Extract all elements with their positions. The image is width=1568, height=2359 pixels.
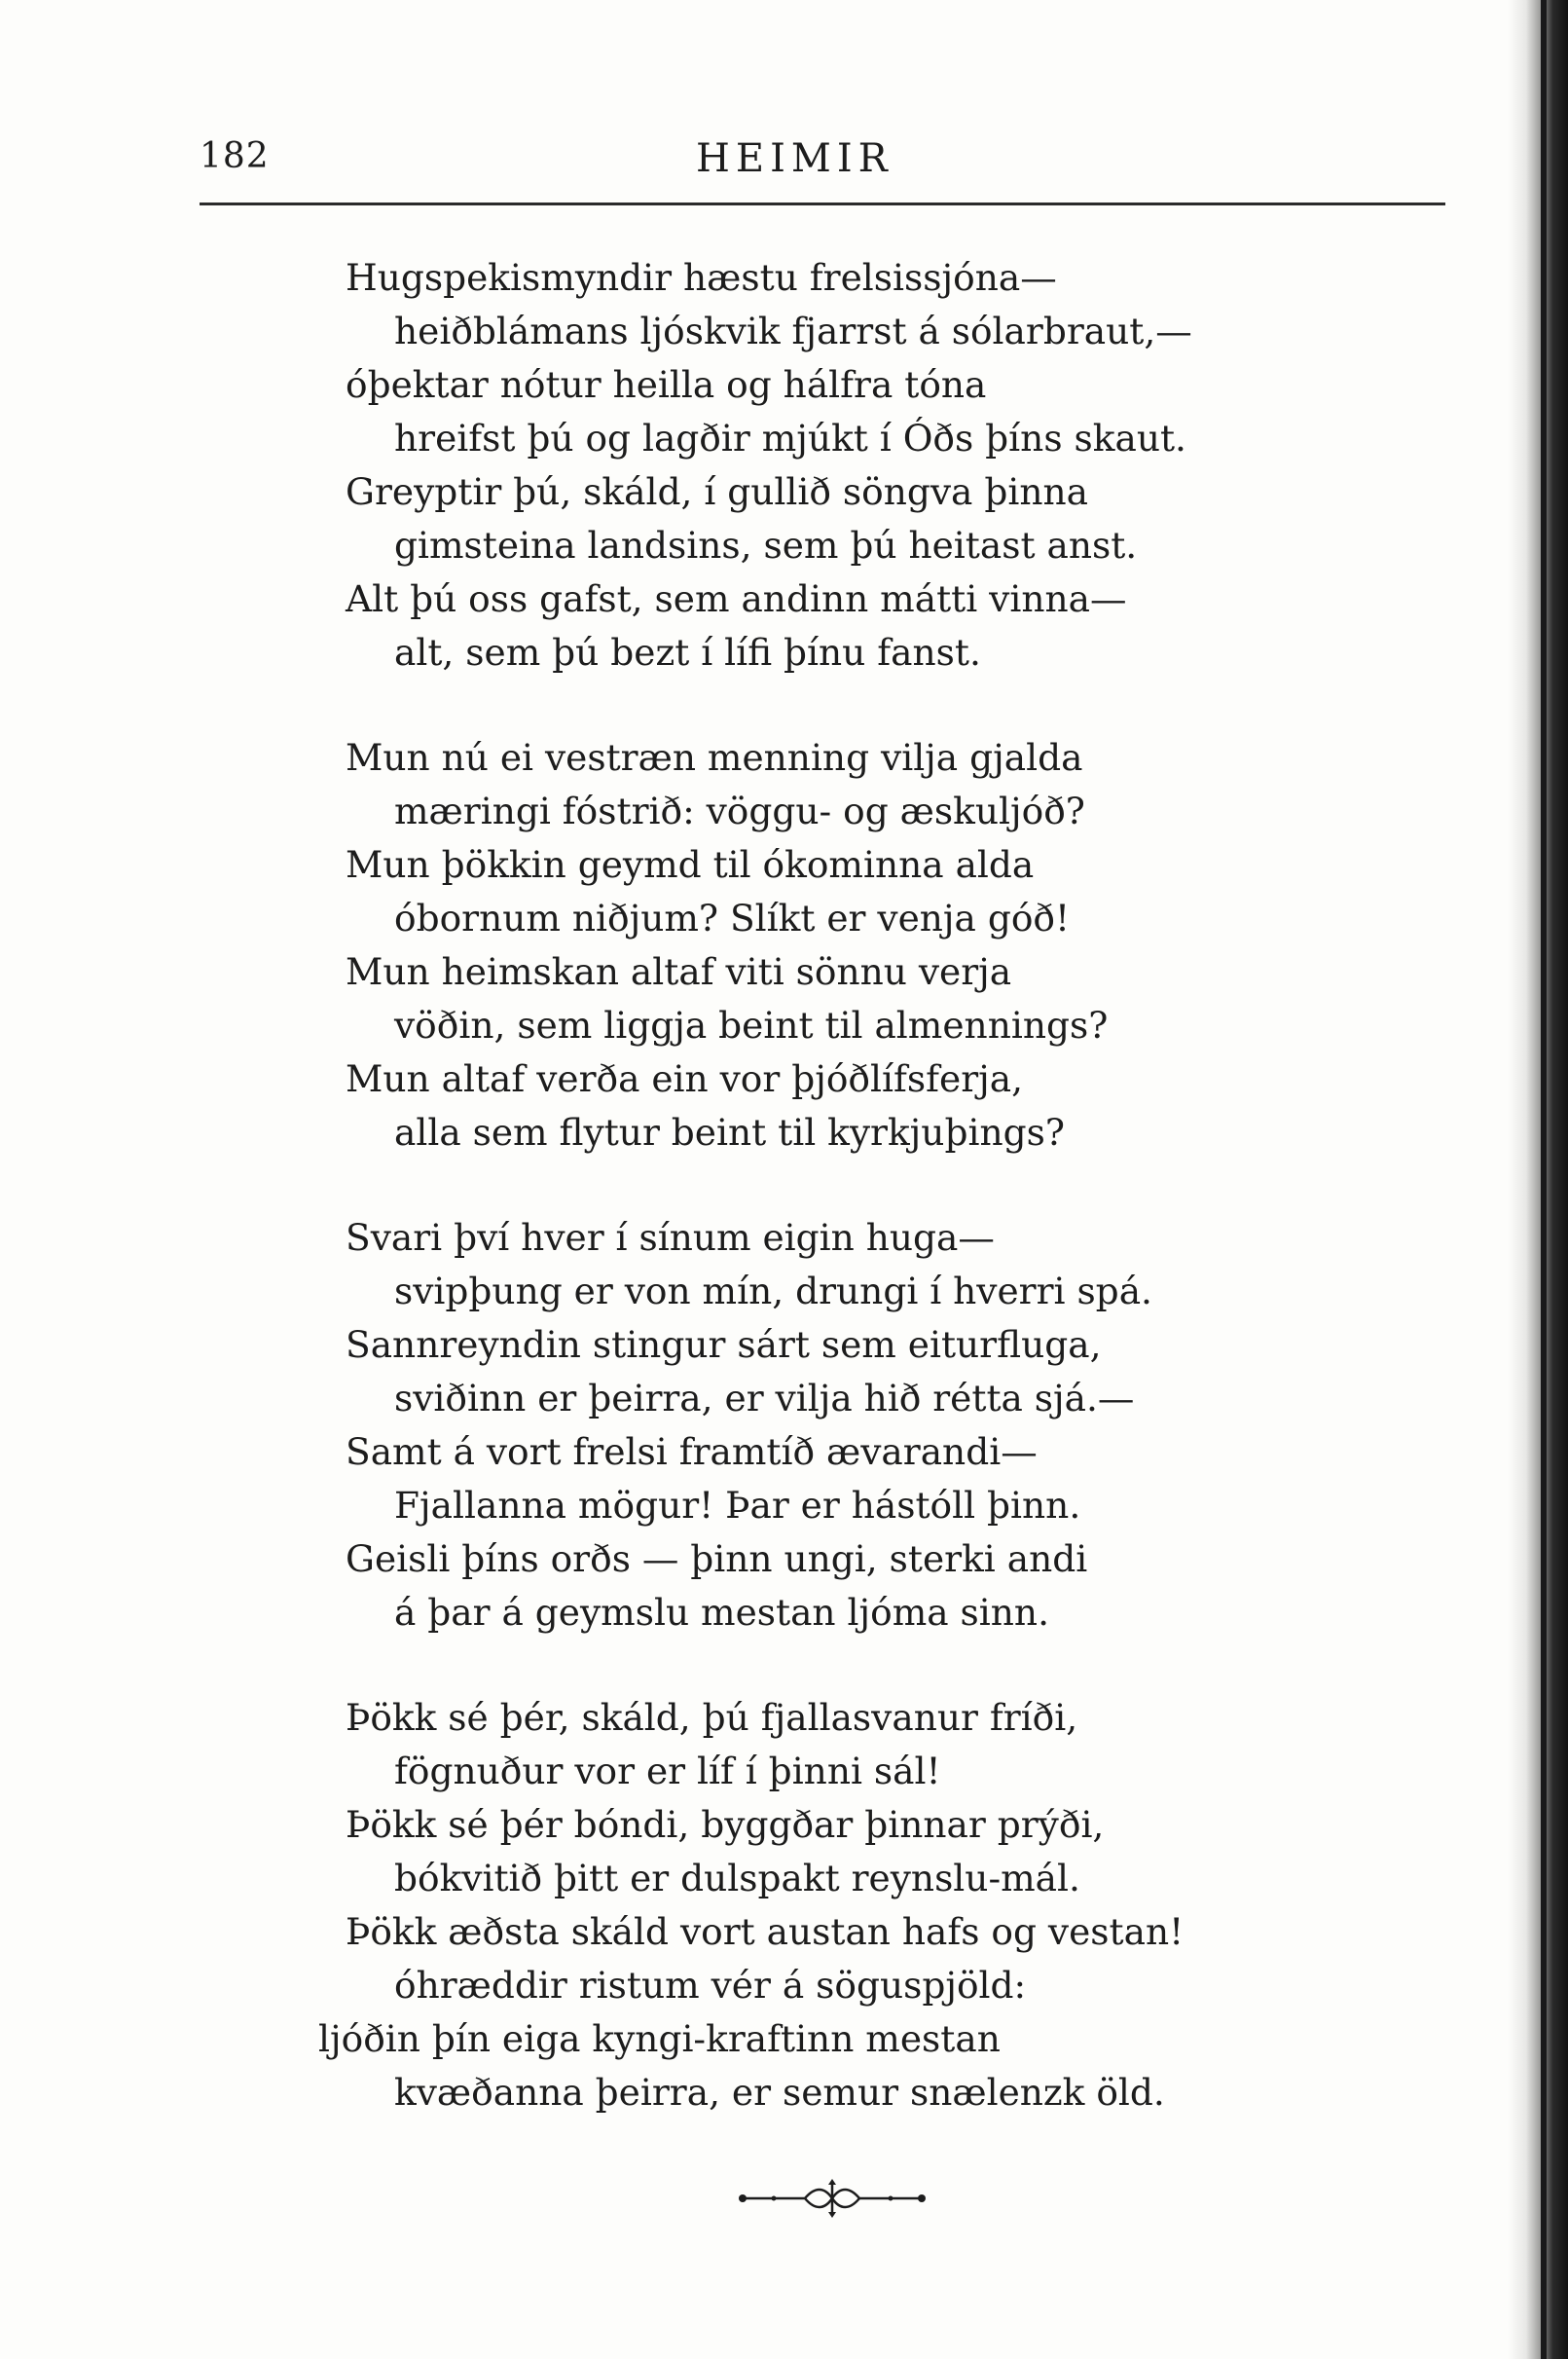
stanza-2 — [346, 731, 1319, 1160]
poem-line: fögnuður vor er líf í þinni sál! — [394, 1750, 941, 1792]
poem-line: Sannreyndin stingur sárt sem eiturfluga, — [346, 1323, 1102, 1366]
poem-line: mæringi fóstrið: vöggu- og æskuljóð? — [394, 790, 1085, 832]
tailpiece-ornament-icon — [735, 2179, 930, 2218]
poem-line: Mun þökkin geymd til ókominna alda — [346, 843, 1035, 886]
page-header — [200, 136, 1445, 195]
poem-line: Svari því hver í sínum eigin huga— — [346, 1216, 995, 1259]
poem-line: svipþung er von mín, drungi í hverri spá. — [394, 1270, 1152, 1312]
poem — [318, 251, 1319, 2171]
header-rule — [200, 203, 1445, 205]
poem-line: Mun nú ei vestræn menning vilja gjalda — [346, 736, 1083, 779]
page-binding-edge — [1508, 0, 1568, 2359]
poem-line: Mun altaf verða ein vor þjóðlífsferja, — [346, 1057, 1024, 1100]
poem-line: heiðblámans ljóskvik fjarrst á sólarbraut,— — [394, 310, 1192, 352]
binding-shadow-line — [1541, 0, 1547, 2359]
poem-line: Samt á vort frelsi framtíð ævarandi— — [346, 1430, 1038, 1473]
poem-line: Þökk sé þér, skáld, þú fjallasvanur fríði, — [346, 1696, 1078, 1739]
poem-line: hreifst þú og lagðir mjúkt í Óðs þíns skaut. — [394, 417, 1186, 460]
stanza-1 — [346, 251, 1319, 680]
page-number: 182 — [200, 136, 270, 176]
running-title: HEIMIR — [696, 136, 893, 181]
poem-line: vöðin, sem liggja beint til almennings? — [394, 1004, 1109, 1047]
poem-line: gimsteina landsins, sem þú heitast anst. — [394, 524, 1138, 567]
poem-line: Fjallanna mögur! Þar er hástóll þinn. — [394, 1484, 1081, 1527]
poem-line: alla sem flytur beint til kyrkjuþings? — [394, 1111, 1065, 1154]
poem-line: Hugspekismyndir hæstu frelsissjóna— — [346, 256, 1057, 299]
poem-line: Þökk æðsta skáld vort austan hafs og vestan! — [346, 1910, 1185, 1953]
poem-line: bókvitið þitt er dulspakt reynslu-mál. — [394, 1857, 1080, 1899]
poem-line: óhræddir ristum vér á söguspjöld: — [394, 1964, 1027, 2007]
poem-line: óþektar nótur heilla og hálfra tóna — [346, 363, 987, 406]
stanza-3 — [346, 1211, 1319, 1640]
poem-line: Þökk sé þér bóndi, byggðar þinnar prýði, — [346, 1803, 1105, 1846]
poem-line: kvæðanna þeirra, er semur snælenzk öld. — [394, 2071, 1165, 2114]
poem-line: Alt þú oss gafst, sem andinn mátti vinna— — [346, 577, 1127, 620]
poem-line: Mun heimskan altaf viti sönnu verja — [346, 950, 1012, 993]
poem-line: á þar á geymslu mestan ljóma sinn. — [394, 1591, 1050, 1634]
poem-line: óbornum niðjum? Slíkt er venja góð! — [394, 897, 1071, 940]
poem-line: ljóðin þín eiga kyngi-kraftinn mestan — [318, 2017, 1001, 2060]
poem-line: Geisli þíns orðs — þinn ungi, sterki andi — [346, 1537, 1088, 1580]
stanza-4 — [318, 1691, 1319, 2119]
poem-line: alt, sem þú bezt í lífi þínu fanst. — [394, 631, 981, 674]
poem-line: sviðinn er þeirra, er vilja hið rétta sjá.— — [394, 1377, 1135, 1419]
poem-line: Greyptir þú, skáld, í gullið söngva þinna — [346, 470, 1088, 513]
